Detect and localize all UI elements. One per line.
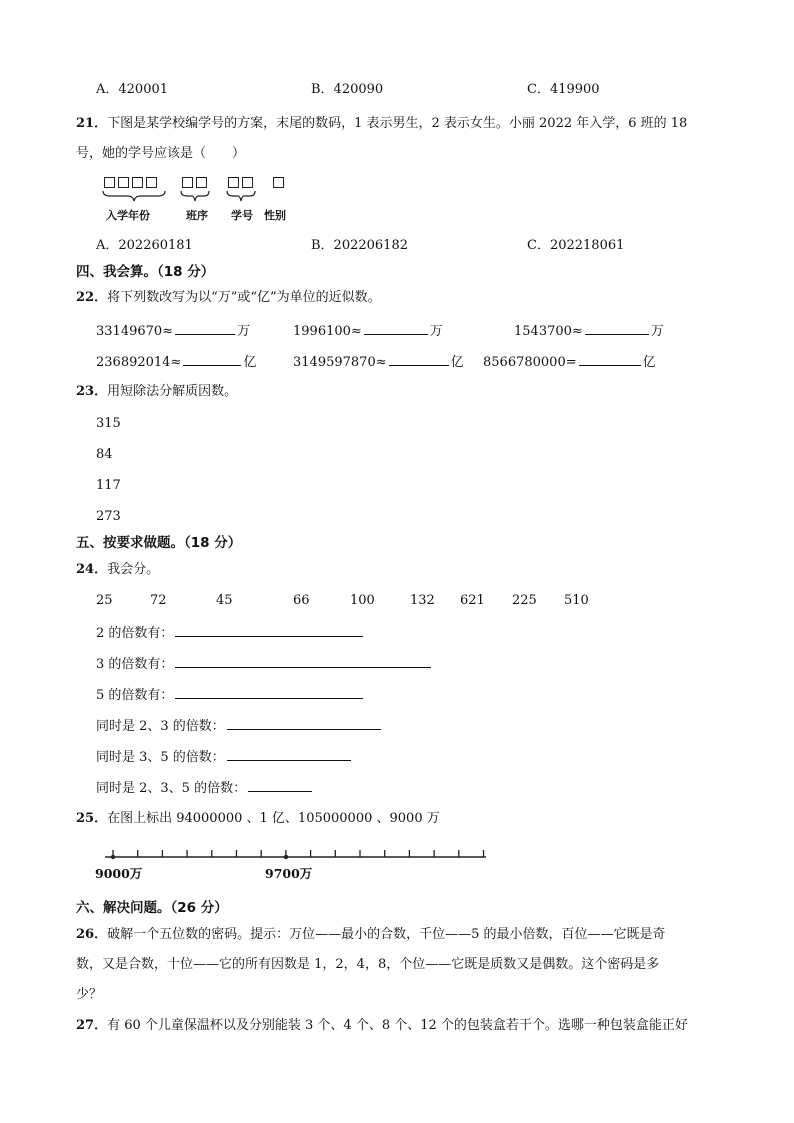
q24-line-multiples-3: 3 的倍数有： — [96, 654, 433, 674]
number-item: 66 — [293, 593, 310, 608]
digit-box — [273, 177, 284, 188]
question-number: 26． — [76, 927, 108, 942]
q26-line2: 数，又是合数，十位——它的所有因数是 1，2，4，8，个位——它既是质数又是偶数。这个密码是多 — [76, 957, 660, 972]
q23-prompt — [76, 383, 237, 401]
q25-prompt — [76, 810, 440, 828]
number-line-label-mid: 9700万 — [265, 866, 313, 881]
digit-box — [242, 177, 253, 188]
answer-blank[interactable] — [389, 352, 449, 366]
number-item: 25 — [96, 593, 113, 608]
number-item: 100 — [350, 593, 375, 608]
q24-line-multiples-3-5: 同时是 3、5 的倍数： — [96, 747, 353, 767]
label-class-number: 班序 — [186, 209, 208, 222]
q26-line3: 少？ — [76, 987, 103, 1002]
section-heading-5: 五、按要求做题。（18 分） — [76, 535, 242, 551]
q24-line-multiples-5: 5 的倍数有： — [96, 685, 365, 705]
label-student-number: 学号 — [231, 209, 253, 222]
answer-blank[interactable] — [175, 321, 235, 335]
q23-item: 273 — [96, 509, 121, 524]
answer-blank[interactable] — [579, 352, 641, 366]
q23-item: 117 — [96, 478, 121, 493]
question-text: 用短除法分解质因数。 — [107, 384, 238, 399]
number-item: 45 — [216, 593, 233, 608]
question-text: 在图上标出 94000000 、1 亿、105000000 、9000 万 — [107, 811, 440, 826]
q23-item: 84 — [96, 447, 113, 462]
q22-item: 1996100≈ 万 — [293, 321, 443, 341]
answer-blank[interactable] — [364, 321, 428, 335]
q22-prompt — [76, 289, 381, 307]
section-heading-4: 四、我会算。（18 分） — [76, 264, 215, 280]
q24-line-multiples-2-3-5: 同时是 2、3、5 的倍数： — [96, 778, 314, 798]
q22-item: 8566780000= 亿 — [483, 352, 656, 372]
q20-option-b: B．420090 — [311, 82, 384, 97]
point-marker — [284, 855, 288, 859]
question-number: 22． — [76, 290, 108, 305]
answer-blank[interactable] — [175, 623, 363, 637]
number-item: 510 — [564, 593, 589, 608]
question-text: 有 60 个儿童保温杯以及分别能装 3 个、4 个、8 个、12 个的包装盒若干个。选哪一种包装盒能正好 — [107, 1018, 688, 1033]
q21-option-a: A．202260181 — [96, 238, 193, 253]
q21-line2: 号，她的学号应该是（ ） — [76, 146, 246, 161]
q22-item: 3149597870≈ 亿 — [293, 352, 464, 372]
number-item: 621 — [460, 593, 485, 608]
answer-blank[interactable] — [183, 352, 241, 366]
digit-box — [118, 177, 129, 188]
digit-box — [132, 177, 143, 188]
answer-blank[interactable] — [227, 716, 381, 730]
q24-line-multiples-2-3: 同时是 2、3 的倍数： — [96, 716, 383, 736]
number-item: 225 — [512, 593, 537, 608]
question-text: 破解一个五位数的密码。提示：万位——最小的合数，千位——5 的最小倍数，百位——它既是奇 — [107, 927, 666, 942]
answer-blank[interactable] — [175, 654, 431, 668]
q22-item: 33149670≈ 万 — [96, 321, 250, 341]
question-number: 21． — [76, 116, 108, 131]
q23-item: 315 — [96, 416, 121, 431]
q26-line1 — [76, 926, 666, 944]
digit-box — [104, 177, 115, 188]
answer-blank[interactable] — [227, 747, 351, 761]
label-enrollment-year: 入学年份 — [106, 209, 150, 222]
answer-blank[interactable] — [248, 778, 312, 792]
label-gender: 性别 — [264, 209, 286, 222]
section-heading-6: 六、解决问题。（26 分） — [76, 900, 228, 916]
question-text: 我会分。 — [107, 562, 160, 577]
digit-box — [146, 177, 157, 188]
answer-blank[interactable] — [175, 685, 363, 699]
q27-line1 — [76, 1017, 688, 1035]
point-marker — [111, 855, 115, 859]
question-number: 25． — [76, 811, 108, 826]
digit-box — [196, 177, 207, 188]
answer-blank[interactable] — [585, 321, 649, 335]
q20-option-a: A．420001 — [96, 82, 169, 97]
number-line-label-left: 9000万 — [95, 866, 143, 881]
number-item: 132 — [410, 593, 435, 608]
digit-box — [228, 177, 239, 188]
question-text: 下图是某学校编学号的方案，末尾的数码，1 表示男生，2 表示女生。小丽 2022 年入学，6 班的 18 — [107, 116, 688, 131]
number-item: 72 — [150, 593, 167, 608]
q21-option-b: B．202206182 — [311, 238, 408, 253]
q21-line1 — [76, 115, 687, 133]
question-number: 24． — [76, 562, 108, 577]
question-number: 23． — [76, 384, 108, 399]
q20-option-c: C．419900 — [527, 82, 600, 97]
q22-item: 236892014≈ 亿 — [96, 352, 256, 372]
q24-prompt — [76, 561, 159, 579]
q21-option-c: C．202218061 — [527, 238, 625, 253]
number-line[interactable] — [100, 843, 500, 865]
q24-line-multiples-2: 2 的倍数有： — [96, 623, 365, 643]
q22-item: 1543700≈ 万 — [514, 321, 664, 341]
question-text: 将下列数改写为以“万”或“亿”为单位的近似数。 — [107, 290, 381, 305]
brace-lines — [100, 189, 300, 203]
digit-box — [182, 177, 193, 188]
question-number: 27． — [76, 1018, 108, 1033]
